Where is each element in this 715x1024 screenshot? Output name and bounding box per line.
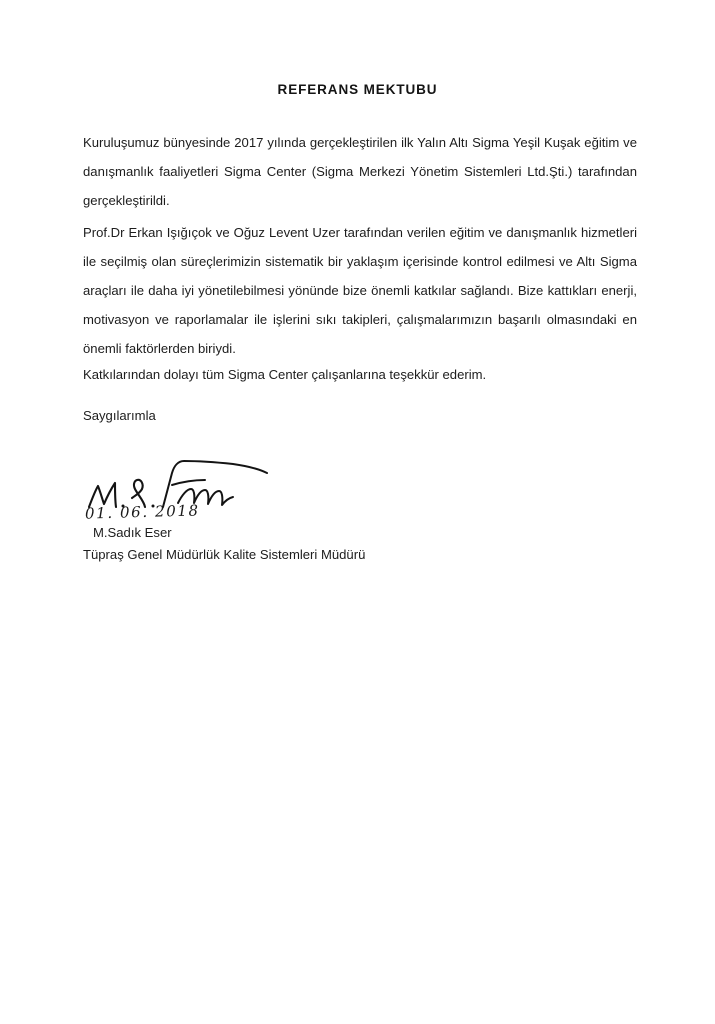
signer-name: M.Sadık Eser (93, 525, 172, 540)
signature-date: 01. 06. 2018 (84, 501, 200, 523)
paragraph-intro: Kuruluşumuz bünyesinde 2017 yılında gerçekleştirilen ilk Yalın Altı Sigma Yeşil Kuşak eğitim ve danışmanlık faaliyetleri Sigma Center (Sigma Merkezi Yönetim Sistemleri Ltd.Şti.) tarafından gerçekleştirildi. (83, 135, 637, 208)
signer-title: Tüpraş Genel Müdürlük Kalite Sistemleri Müdürü (83, 547, 366, 562)
signature-block (83, 455, 503, 570)
page-title: REFERANS MEKTUBU (277, 82, 438, 97)
paragraph-block-1 (83, 128, 637, 215)
paragraph-block-2 (83, 218, 637, 363)
paragraph-body: Prof.Dr Erkan Işığıçok ve Oğuz Levent Uzer tarafından verilen eğitim ve danışmanlık hizmetleri ile seçilmiş olan süreçlerimizin sistematik bir yaklaşım içerisinde kontrol edilmesi ve Altı Sigma araçları ile daha iyi yönetilebilmesi yönünde bize önemli katkılar sağlandı. Bize kattıkları enerji, motivasyon ve raporlamalar ile işlerini sıkı takipleri, çalışmalarımızın başarılı olmasındaki en önemli faktörlerden biriydi. (83, 225, 637, 356)
sign-off-text: Saygılarımla (83, 408, 156, 423)
sign-off-block (83, 401, 637, 430)
paragraph-block-thanks (83, 360, 637, 389)
paragraph-thanks: Katkılarından dolayı tüm Sigma Center çalışanlarına teşekkür ederim. (83, 367, 487, 382)
